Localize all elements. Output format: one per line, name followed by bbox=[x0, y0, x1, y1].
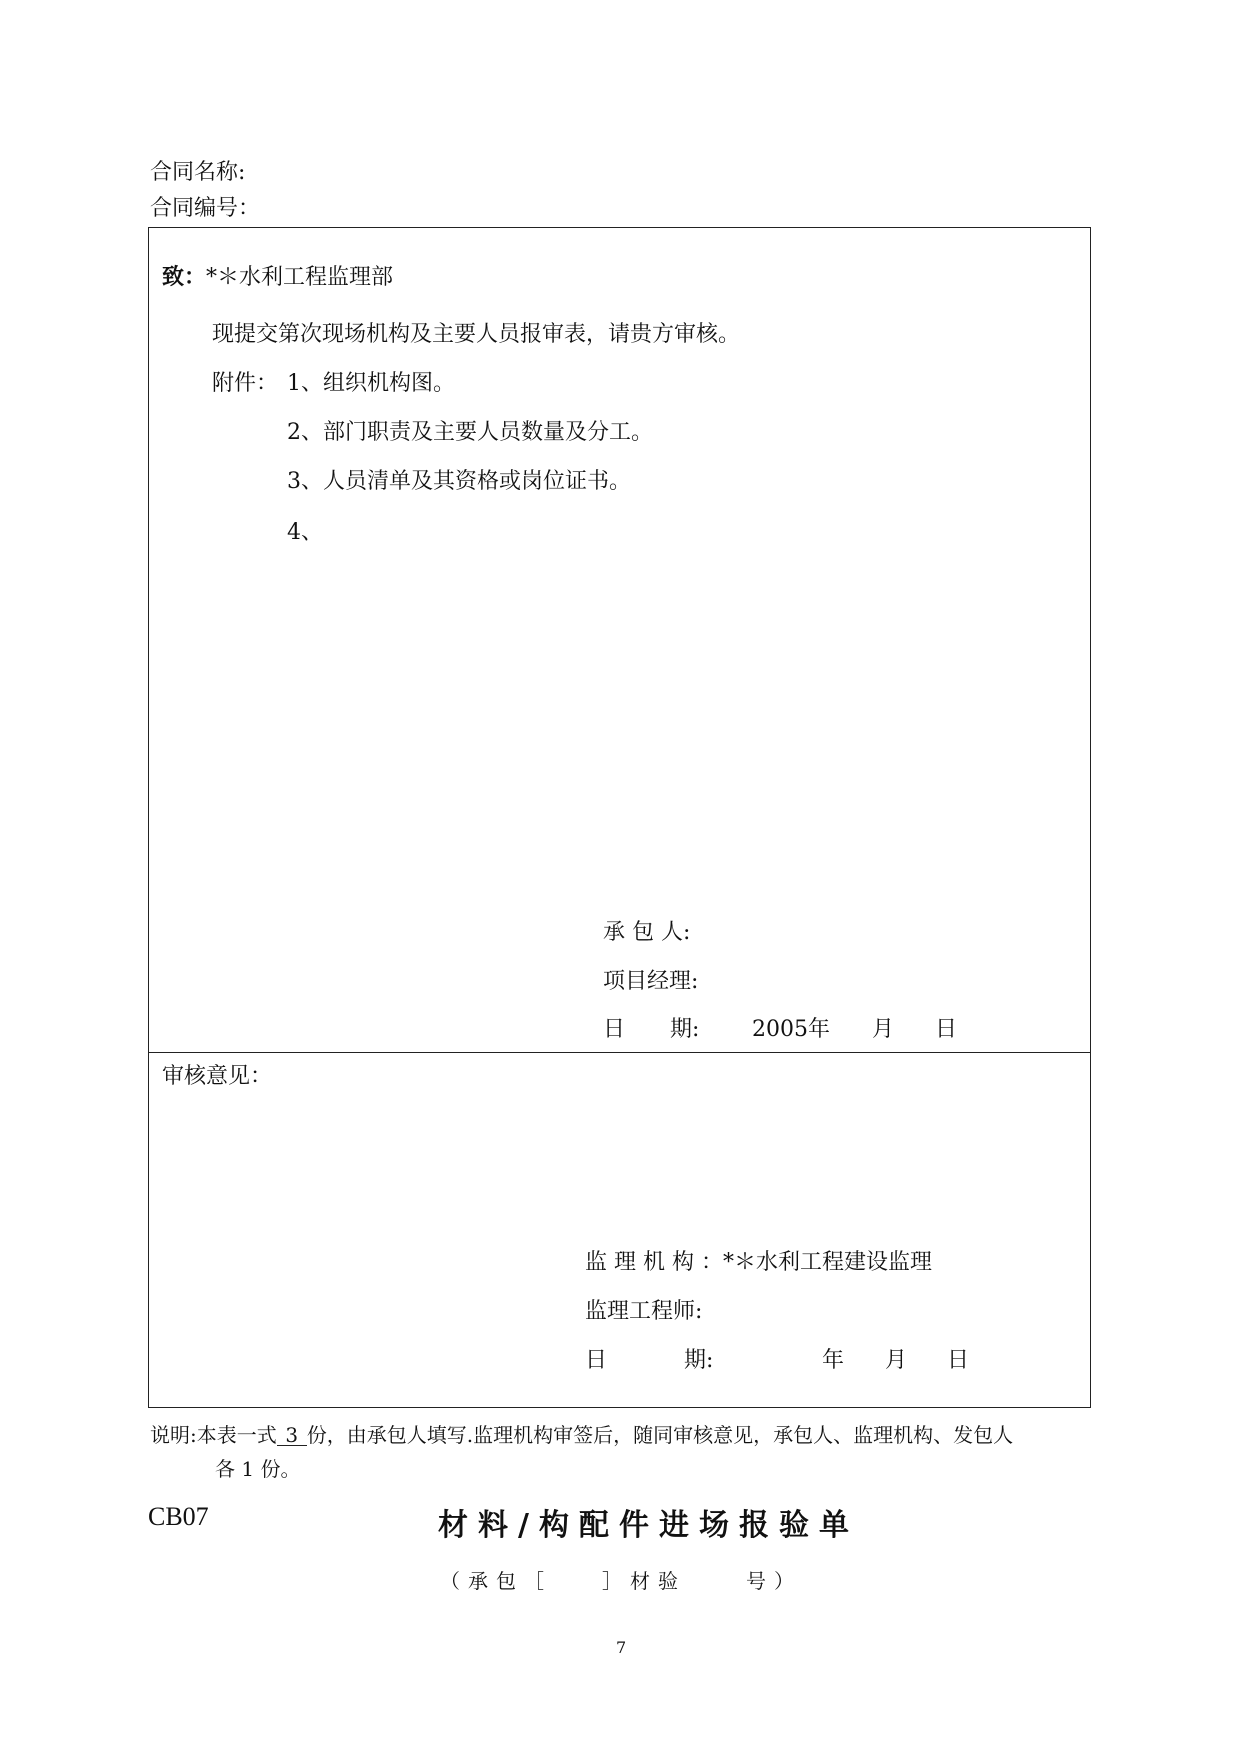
month-unit: 月 bbox=[872, 1017, 895, 1042]
contract-name-label: 合同名称: bbox=[150, 160, 246, 185]
year-unit: 年 bbox=[822, 1348, 845, 1373]
date-label-day: 日 bbox=[603, 1017, 626, 1042]
subtitle-close: 号） bbox=[746, 1569, 802, 1593]
note-suffix: 份，由承包人填写.监理机构审签后，随同审核意见，承包人、监理机构、发包人 bbox=[306, 1423, 1014, 1447]
to-label: 致： bbox=[162, 264, 207, 290]
day-unit: 日 bbox=[935, 1017, 958, 1042]
attachments-label: 附件： bbox=[212, 371, 279, 396]
subtitle-mid: ］材验 bbox=[602, 1569, 686, 1593]
page-number: 7 bbox=[616, 1638, 627, 1657]
agency-value: *＊水利工程建设监理 bbox=[722, 1250, 932, 1275]
agency-line bbox=[585, 1250, 932, 1276]
contract-no-label: 合同编号： bbox=[150, 196, 261, 221]
attachment-item: 4、 bbox=[287, 520, 323, 545]
copies-value: 3 bbox=[277, 1425, 307, 1446]
review-opinion-label: 审核意见： bbox=[162, 1064, 273, 1089]
attachment-item: 1、组织机构图。 bbox=[287, 371, 455, 396]
engineer-label: 监理工程师: bbox=[585, 1299, 703, 1324]
to-value: *＊水利工程监理部 bbox=[206, 265, 394, 290]
note-line-1 bbox=[150, 1423, 1013, 1447]
date-label-day: 日 bbox=[585, 1348, 608, 1373]
attachment-item: 3、人员清单及其资格或岗位证书。 bbox=[287, 469, 631, 494]
date-year-value: 2005 bbox=[752, 1017, 808, 1042]
to-line bbox=[162, 264, 393, 291]
form-code: CB07 bbox=[148, 1502, 209, 1531]
agency-label: 监 理 机 构 ： bbox=[585, 1250, 723, 1275]
form-box bbox=[148, 227, 1091, 1408]
subtitle-open: （承包［ bbox=[440, 1569, 552, 1593]
month-unit: 月 bbox=[885, 1348, 908, 1373]
contractor-label: 承 包 人: bbox=[603, 920, 691, 945]
note-line-2: 各 1 份。 bbox=[215, 1457, 301, 1481]
form-subtitle bbox=[440, 1565, 802, 1594]
day-unit: 日 bbox=[947, 1348, 970, 1373]
year-unit: 年 bbox=[808, 1017, 831, 1042]
attachment-item: 2、部门职责及主要人员数量及分工。 bbox=[287, 420, 653, 445]
project-manager-label: 项目经理: bbox=[603, 969, 699, 994]
note-prefix: 说明:本表一式 bbox=[150, 1423, 277, 1447]
form-title: 材料/构配件进场报验单 bbox=[438, 1508, 859, 1543]
body-text: 现提交第次现场机构及主要人员报审表，请贵方审核。 bbox=[212, 322, 741, 347]
section-divider bbox=[148, 1052, 1091, 1053]
date-label-period: 期: bbox=[684, 1348, 714, 1373]
date-label-period: 期: bbox=[670, 1017, 700, 1042]
